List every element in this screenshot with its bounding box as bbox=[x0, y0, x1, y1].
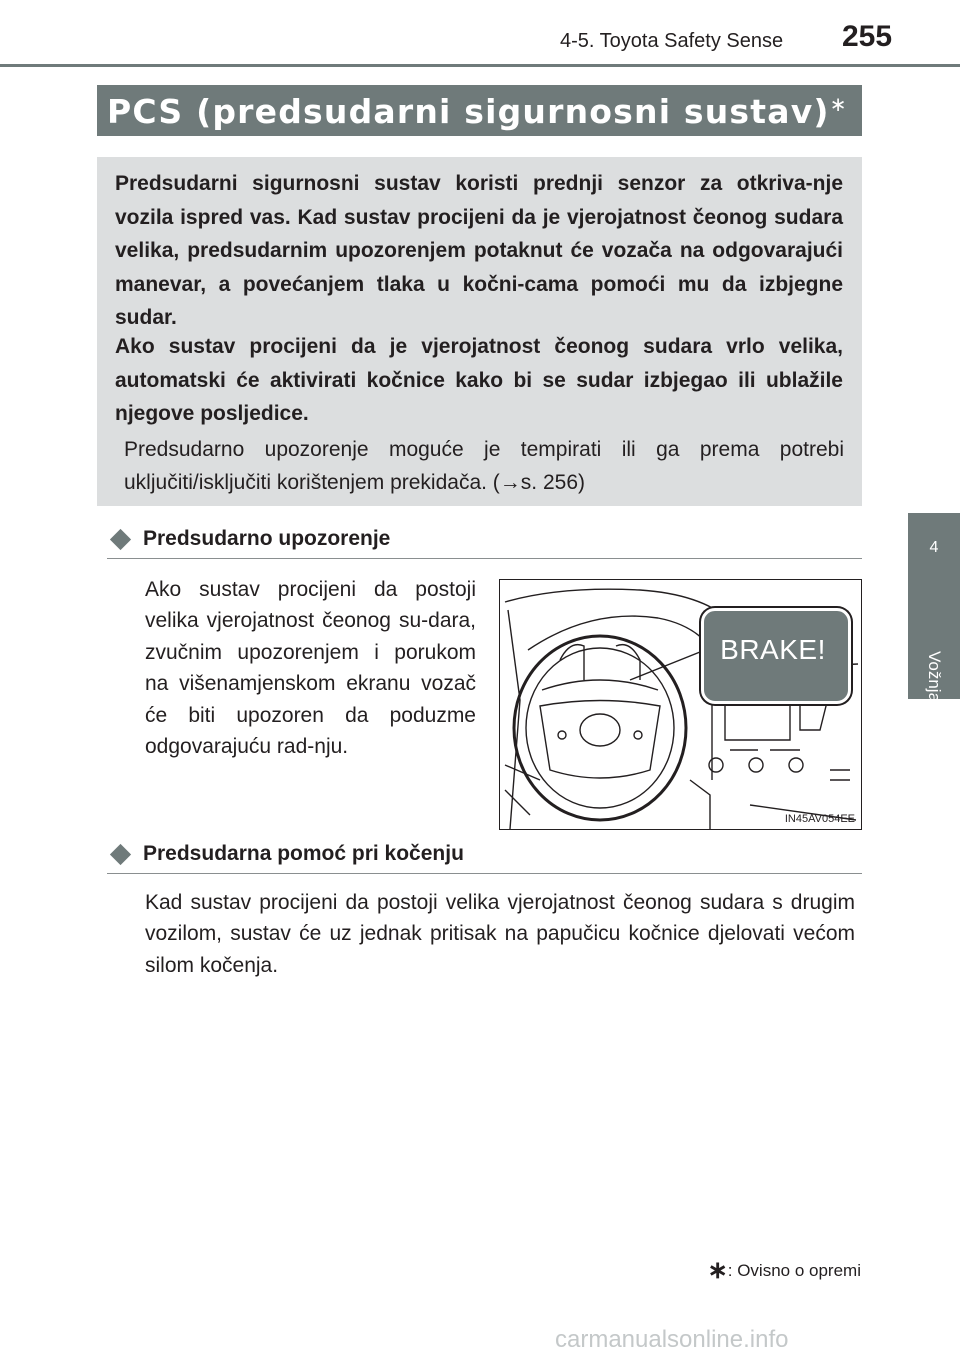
footnote bbox=[700, 1256, 861, 1285]
asterisk-icon: ∗ bbox=[707, 1257, 728, 1284]
diamond-bullet-icon bbox=[110, 844, 131, 865]
page-header bbox=[0, 0, 960, 72]
section-body-warning: Ako sustav procijeni da postoji velika vjerojatnost čeonog su-dara, zvučnim upozorenjem i porukom na višenamjenskom ekranu vozač će biti upozoren da poduzme odgovarajuću rad-nju. bbox=[145, 578, 476, 759]
diamond-bullet-icon bbox=[110, 529, 131, 550]
header-rule bbox=[0, 64, 960, 67]
page-number: 255 bbox=[842, 20, 893, 53]
illustration-code: IN45AV054EE bbox=[784, 813, 855, 825]
chapter-tab bbox=[908, 513, 960, 703]
section-heading-label: Predsudarna pomoć pri kočenju bbox=[143, 842, 464, 865]
watermark: carmanualsonline.info bbox=[555, 1326, 789, 1353]
page-title-text: PCS (predsudarni sigurnosni sustav) bbox=[107, 92, 830, 131]
footnote-text: : Ovisno o opremi bbox=[727, 1261, 861, 1280]
section-body-brake-assist: Kad sustav procijeni da postoji velika vjerojatnost čeonog sudara s drugim vozilom, sustav će uz jednak pritisak na papučicu kočnice djelovati većom silom kočenja. bbox=[145, 891, 855, 977]
equipment-marker: ∗ bbox=[829, 92, 848, 116]
section-title: 4-5. Toyota Safety Sense bbox=[560, 30, 784, 52]
section-heading-brake-assist bbox=[107, 841, 862, 874]
brake-message: BRAKE! bbox=[720, 634, 826, 665]
intro-note: Predsudarno upozorenje moguće je tempirati ili ga prema potrebi uključiti/isključiti korištenjem prekidača. (→s. 256) bbox=[124, 438, 844, 494]
intro-paragraph-1: Predsudarni sigurnosni sustav koristi prednji senzor za otkriva-nje vozila ispred vas. Kad sustav procijeni da je vjerojatnost čeonog sudara velika, predsudarnim upozorenjem potaknut će vozača na odgovarajući manevar, a povećanjem tlaka u kočni-cama pomoći mu da izbjegne sudar. bbox=[115, 172, 843, 329]
section-heading-label: Predsudarno upozorenje bbox=[143, 527, 391, 550]
dashboard-illustration bbox=[499, 579, 862, 830]
title-bar bbox=[97, 85, 862, 136]
chapter-name: Vožnja bbox=[925, 651, 944, 703]
intro-box bbox=[97, 157, 862, 506]
page-title bbox=[107, 92, 848, 131]
section-heading-warning bbox=[107, 526, 862, 559]
chapter-number: 4 bbox=[929, 539, 939, 556]
intro-paragraph-2: Ako sustav procijeni da je vjerojatnost čeonog sudara vrlo velika, automatski će aktivirati kočnice kako bi se sudar izbjegao ili ublažile njegove posljedice. bbox=[115, 335, 843, 425]
